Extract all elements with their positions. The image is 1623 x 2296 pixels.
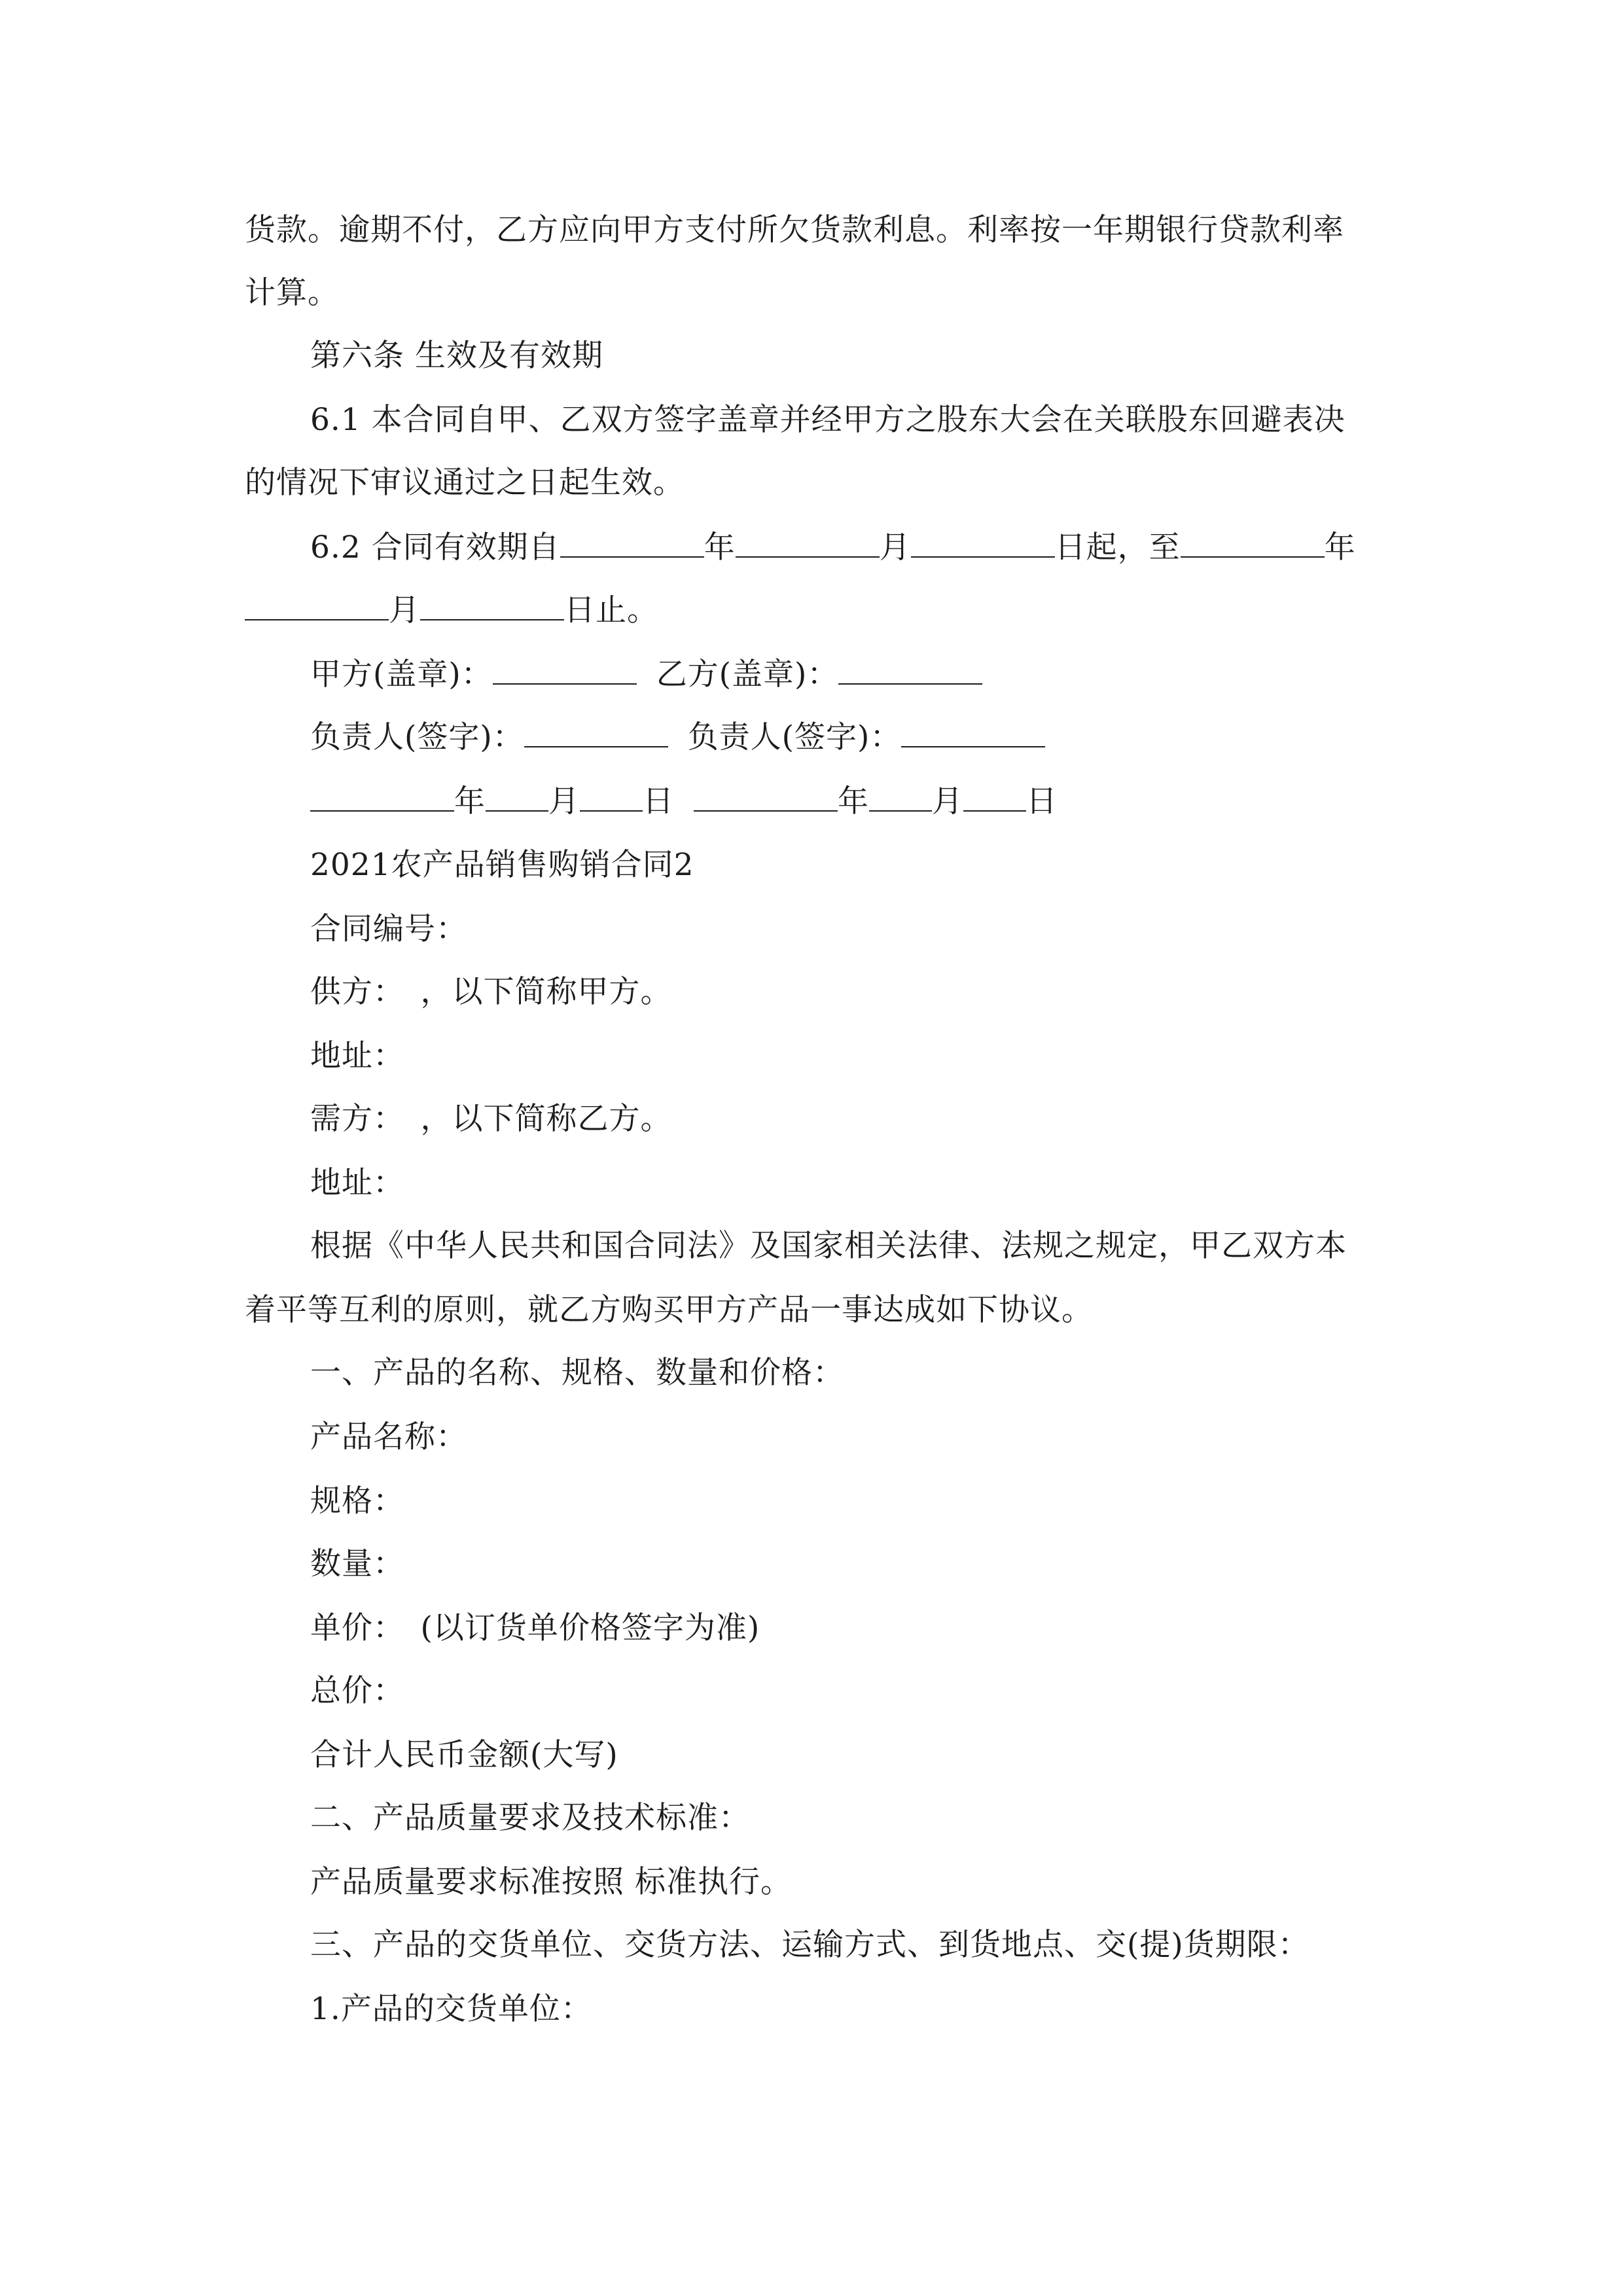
paragraph-line: 着平等互利的原则，就乙方购买甲方产品一事达成如下协议。 [245,1292,1093,1328]
document-title: 2021农产品销售购销合同2 [310,847,694,883]
party-b-signature-field[interactable] [901,717,1045,747]
product-name: 产品名称： [310,1419,467,1455]
blank-field[interactable] [560,528,704,558]
article-heading: 第六条 生效及有效期 [310,338,603,374]
blank-field[interactable] [736,528,880,558]
paragraph-line: 1.产品的交货单位： [310,1991,592,2027]
year-field[interactable] [694,781,838,812]
paragraph-line: 的情况下审议通过之日起生效。 [245,465,685,501]
party-a-signature-field[interactable] [524,717,668,747]
month-field[interactable] [486,781,548,812]
supplier-address: 地址： [310,1038,404,1074]
paragraph-line: 货款。逾期不付，乙方应向甲方支付所欠货款利息。利率按一年期银行贷款利率 [245,212,1344,248]
section-heading: 三、产品的交货单位、交货方法、运输方式、到货地点、交(提)货期限： [310,1927,1310,1963]
blank-field[interactable] [245,590,389,620]
party-a-signer-label: 负责人(签字)： [310,719,524,755]
paragraph-line: 产品质量要求标准按照 标准执行。 [310,1864,792,1900]
buyer-address: 地址： [310,1165,404,1201]
seal-line [310,655,982,694]
party-b-seal-label: 乙方(盖章)： [656,656,839,692]
paragraph-line: 根据《中华人民共和国合同法》及国家相关法律、法规之规定，甲乙双方本 [310,1228,1347,1264]
supplier-line: 供方： ，以下简称甲方。 [310,974,672,1010]
signature-line [310,717,1045,757]
blank-field[interactable] [420,590,564,620]
product-quantity: 数量： [310,1546,404,1582]
year-field[interactable] [310,781,454,812]
date-line: 年 月 日 年 月 日 [310,781,1058,821]
contract-number: 合同编号： [310,911,467,947]
product-spec: 规格： [310,1483,404,1519]
validity-label: 6.2 合同有效期自 [310,529,560,565]
buyer-line: 需方： ，以下简称乙方。 [310,1101,672,1137]
validity-period-line: 6.2 合同有效期自 年 月 日起，至 年 [310,528,1356,567]
section-heading: 一、产品的名称、规格、数量和价格： [310,1355,844,1391]
month-field[interactable] [869,781,932,812]
party-a-seal-label: 甲方(盖章)： [310,656,493,692]
paragraph-line: 计算。 [245,275,339,311]
section-heading: 二、产品质量要求及技术标准： [310,1800,750,1836]
validity-period-line-2: 月 日止。 [245,590,658,630]
blank-field[interactable] [911,528,1055,558]
total-amount-rmb: 合计人民币金额(大写) [310,1737,618,1773]
blank-field[interactable] [1181,528,1325,558]
day-field[interactable] [963,781,1026,812]
party-a-seal-field[interactable] [493,655,637,685]
unit-price: 单价： (以订货单价格签字为准) [310,1610,760,1646]
party-b-signer-label: 负责人(签字)： [687,719,902,755]
party-b-seal-field[interactable] [838,655,982,685]
total-price: 总价： [310,1673,404,1709]
paragraph-line: 6.1 本合同自甲、乙双方签字盖章并经甲方之股东大会在关联股东回避表决 [310,402,1346,438]
day-field[interactable] [580,781,643,812]
